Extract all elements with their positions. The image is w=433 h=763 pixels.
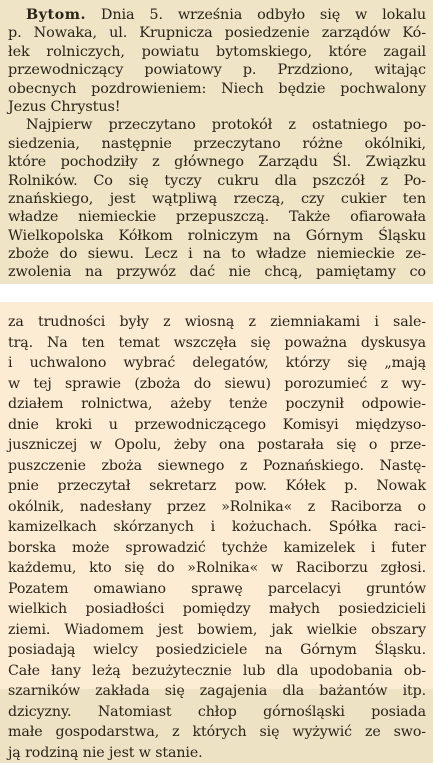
text-line: ziemi. Wiadomem jest bowiem, jak wielkie obszary bbox=[8, 620, 426, 641]
text-line: Rolników. Co się tyczy cukru dla pszczół z Po- bbox=[8, 172, 426, 190]
text-line: ją rodziną nie jest w stanie. bbox=[8, 743, 426, 763]
text-line: trą. Na ten temat wszczęła się poważna dyskusya bbox=[8, 333, 426, 354]
text-line: małe gospodarstwa, z których się wyżywić ze swo- bbox=[8, 722, 426, 743]
text-line: posiadają wielcy posiedziciele na Górnym Śląsku. bbox=[8, 640, 426, 661]
text-line: Wielkopolska Kółkom rolniczym na Górnym Śląsku bbox=[8, 227, 426, 245]
text-line: p. Nowaka, ul. Krupnicza posiedzenie zarządów Kó- bbox=[8, 24, 426, 42]
text-line: wielkich posiadłości pomiędzy małych posiedzicieli bbox=[8, 599, 426, 620]
text-line: juszniczej w Opolu, żeby ona postarała się o prze- bbox=[8, 435, 426, 456]
text-line: puszczenie zboża siewnego z Poznańskiego. Nastę- bbox=[8, 456, 426, 477]
text-line: okólnik, nadesłany przez »Rolnika« z Raciborza o bbox=[8, 497, 426, 518]
clipping-bottom-column bbox=[0, 302, 433, 689]
text-line: kamizelkach skórzanych i kożuchach. Spółka raci- bbox=[8, 517, 426, 538]
text-line: siedzenia, następnie przeczytano różne okólniki, bbox=[8, 135, 426, 153]
text-line: dnie kroki u przewodniczącego Komisyi międzyso- bbox=[8, 415, 426, 436]
text-line: borska może sprowadzić tychże kamizelek i futer bbox=[8, 538, 426, 559]
text-line: Jezus Chrystus! bbox=[8, 98, 426, 116]
place-name: Bytom. bbox=[26, 6, 86, 23]
text-line: za trudności były z wiosną z ziemniakami i sale- bbox=[8, 312, 426, 333]
text-line: łek rolniczych, powiatu bytomskiego, które zagail bbox=[8, 43, 426, 61]
text-line: które pochodziły z głównego Zarządu Śl. Związku bbox=[8, 153, 426, 171]
text-line: szarników zakłada się zagajenia dla bażantów itp. bbox=[8, 681, 426, 702]
text-line: zwolenia na przywóz dać nie chcą, pamiętamy co bbox=[8, 263, 426, 281]
text-line: przewodniczący powiatowy p. Przdziono, witając bbox=[8, 61, 426, 79]
text-line: pnie przeczytał sekretarz pow. Kółek p. Nowak bbox=[8, 476, 426, 497]
text-line: działem rolnictwa, ażeby tenże poczynił odpowie- bbox=[8, 394, 426, 415]
text-line: obecnych pozdrowieniem: Niech będzie pochwalony bbox=[8, 80, 426, 98]
text-line: znańskiego, jest wątpliwą rzeczą, czy cukier ten bbox=[8, 190, 426, 208]
text-line: Pozatem omawiano sprawę parcelacyi gruntów bbox=[8, 579, 426, 600]
clipping-top-column bbox=[0, 0, 433, 284]
text-line: Całe łany leżą bezużytecznie lub dla upodobania ob- bbox=[8, 661, 426, 682]
text-line: Bytom. Dnia 5. września odbyło się w lokalu bbox=[8, 6, 426, 24]
text-line: dzicyzny. Natomiast chłop górnośląski posiada bbox=[8, 702, 426, 723]
text-line: każdemu, kto się do »Rolnika« w Raciborzu zgłosi. bbox=[8, 558, 426, 579]
text-line: Najpierw przeczytano protokół z ostatniego po- bbox=[8, 116, 426, 134]
text-line: władze niemieckie przepuszczą. Także ofiarowała bbox=[8, 208, 426, 226]
text-line: zboże do siewu. Lecz i na to władze niemieckie ze- bbox=[8, 245, 426, 263]
text-line: w tej sprawie (zboża do siewu) porozumieć z wy- bbox=[8, 374, 426, 395]
text-line: i uchwalono wybrać delegatów, którzy się „mają bbox=[8, 353, 426, 374]
column-separator bbox=[0, 284, 433, 302]
